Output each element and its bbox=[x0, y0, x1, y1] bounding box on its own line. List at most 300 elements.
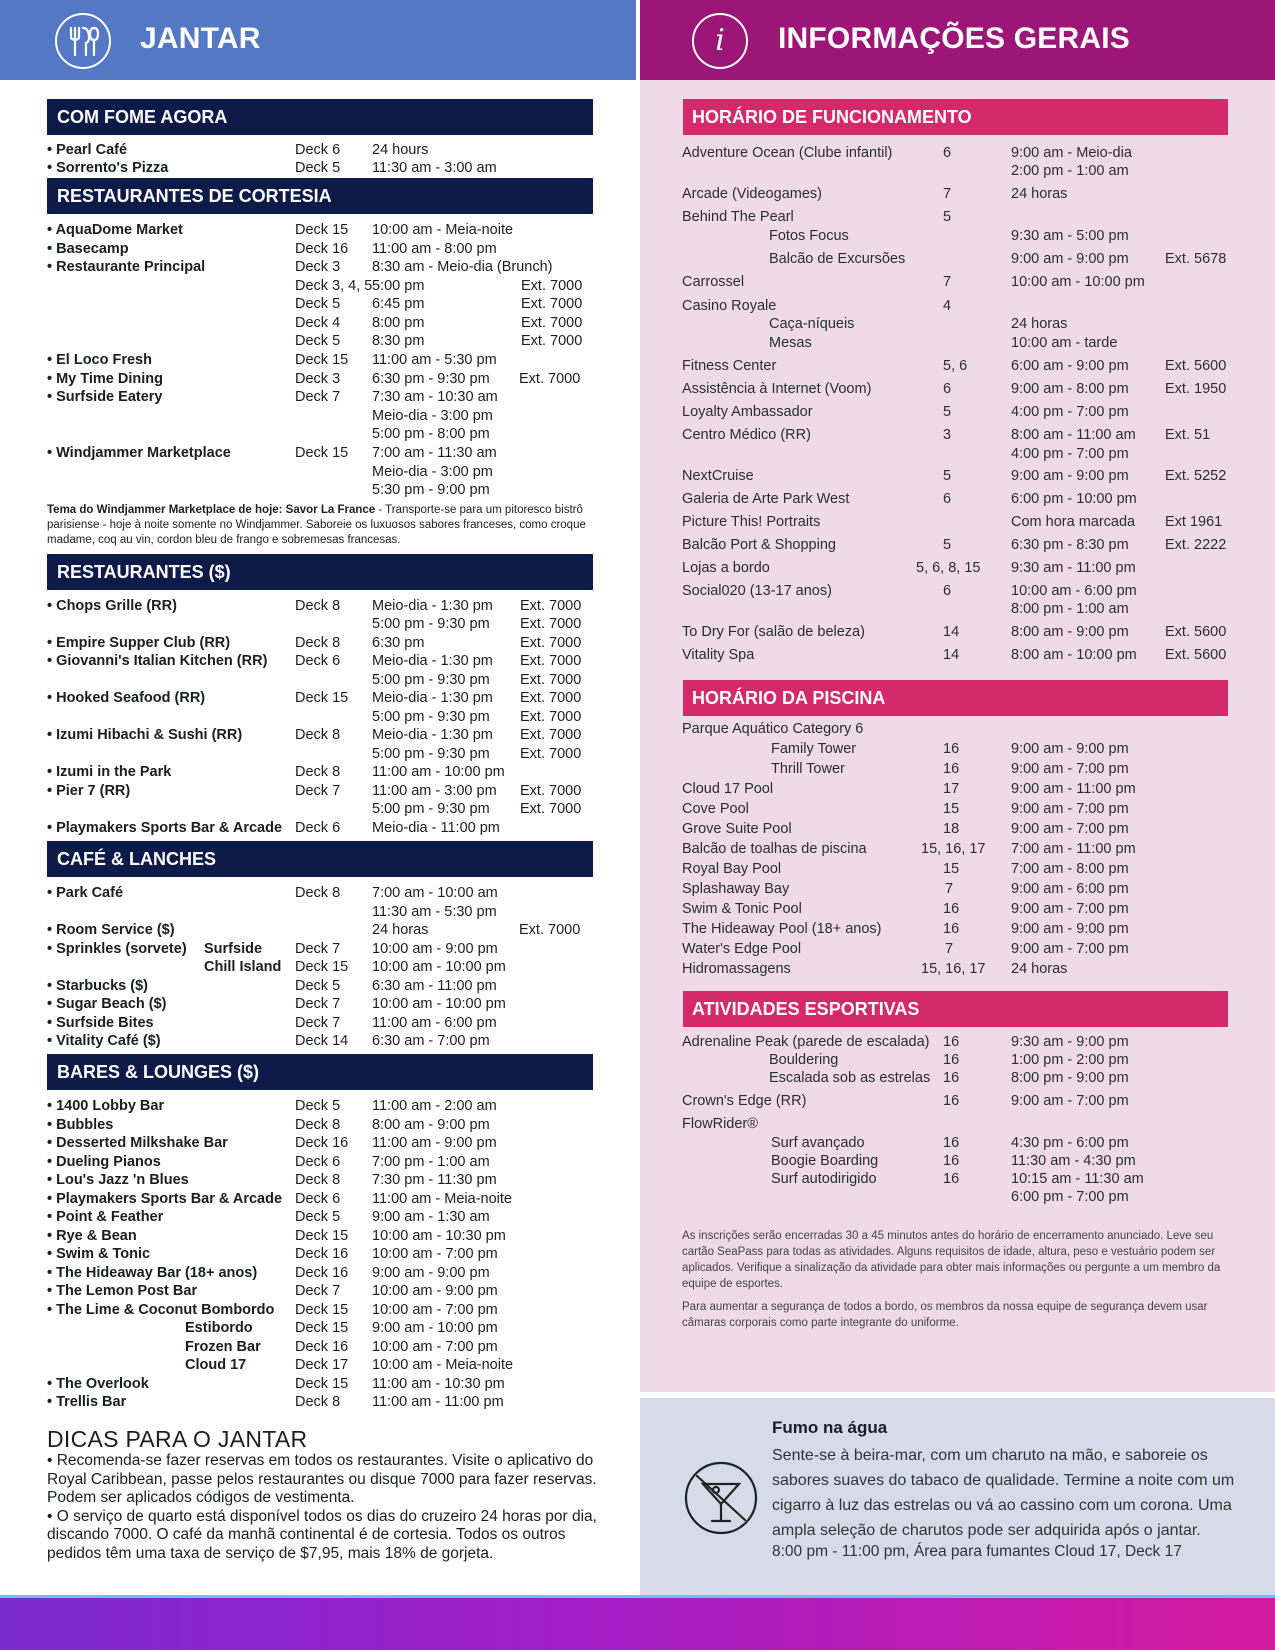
item-time: 7:30 pm - 11:30 pm bbox=[372, 1172, 497, 1188]
item-name: • Lou's Jazz 'n Blues bbox=[47, 1172, 189, 1188]
item-time: 4:30 pm - 6:00 pm bbox=[1011, 1135, 1129, 1151]
item-ext: Ext. 51 bbox=[1165, 427, 1211, 443]
item-name: • Sprinkles (sorvete) bbox=[47, 941, 187, 957]
item-name: Balcão de toalhas de piscina bbox=[682, 841, 867, 857]
item-ext: Ext. 7000 bbox=[519, 922, 581, 938]
info-icon: i bbox=[692, 13, 748, 69]
item-time: 10:00 am - Meia-noite bbox=[372, 222, 514, 238]
item-time: 9:00 am - 11:00 pm bbox=[1011, 781, 1136, 797]
item-deck: Deck 5 bbox=[295, 160, 341, 176]
item-name: Balcão Port & Shopping bbox=[682, 537, 836, 553]
item-deck: Deck 16 bbox=[295, 1265, 349, 1281]
item-deck: 16 bbox=[943, 741, 960, 757]
item-time: 6:30 am - 11:00 pm bbox=[372, 978, 497, 994]
item-deck: Deck 7 bbox=[295, 783, 341, 799]
item-deck: Deck 8 bbox=[295, 1394, 341, 1410]
item-time: 5:30 pm - 9:00 pm bbox=[372, 482, 490, 498]
item-deck: Deck 3 bbox=[295, 259, 341, 275]
item-deck: Deck 5 bbox=[295, 296, 341, 312]
item-time: 9:00 am - 7:00 pm bbox=[1011, 941, 1129, 957]
item-time: 5:00 pm - 9:30 pm bbox=[372, 616, 490, 632]
item-deck: Deck 6 bbox=[295, 142, 341, 158]
item-deck: Deck 7 bbox=[295, 941, 341, 957]
item-time: 9:30 am - 11:00 pm bbox=[1011, 560, 1136, 576]
item-time: 6:00 pm - 10:00 pm bbox=[1011, 491, 1137, 507]
item-name: Loyalty Ambassador bbox=[682, 404, 813, 420]
item-time: 6:00 am - 9:00 pm bbox=[1011, 358, 1129, 374]
item-deck: 15 bbox=[943, 801, 960, 817]
item-name: Vitality Spa bbox=[682, 647, 755, 663]
item-deck: Deck 8 bbox=[295, 598, 341, 614]
item-name: Carrossel bbox=[682, 274, 745, 290]
item-ext: Ext 1961 bbox=[1165, 514, 1223, 530]
section-restaurantes: RESTAURANTES ($) bbox=[47, 554, 593, 590]
item-name: Cloud 17 Pool bbox=[682, 781, 774, 797]
item-ext: Ext. 7000 bbox=[521, 296, 583, 312]
item-name: • Surfside Bites bbox=[47, 1015, 154, 1031]
item-name: The Hideaway Pool (18+ anos) bbox=[682, 921, 882, 937]
item-time: 7:00 am - 10:00 am bbox=[372, 885, 498, 901]
item-time: 6:30 pm - 9:30 pm bbox=[372, 371, 490, 387]
tip-servico-quarto: • O serviço de quarto está disponível todos os dias do cruzeiro 24 horas por dia, discando 7000. O café da manhã continental é de cortesia. Todos os outros pedidos têm uma taxa de serviço de $7,95, mais 18% de gorjeta. bbox=[47, 1507, 597, 1562]
item-time: 10:00 am - Meia-noite bbox=[372, 1357, 514, 1373]
item-name: NextCruise bbox=[682, 468, 754, 484]
item-name: • Vitality Café ($) bbox=[47, 1033, 161, 1049]
item-name: • Basecamp bbox=[47, 241, 129, 257]
item-deck: 5 bbox=[943, 537, 952, 553]
item-name: • Desserted Milkshake Bar bbox=[47, 1135, 228, 1151]
item-time: 10:00 am - tarde bbox=[1011, 335, 1118, 351]
item-time: 11:00 am - 10:30 pm bbox=[372, 1376, 505, 1392]
item-name: • Pearl Café bbox=[47, 142, 128, 158]
item-time: 10:00 am - 10:30 pm bbox=[372, 1228, 506, 1244]
item-name: Water's Edge Pool bbox=[682, 941, 802, 957]
item-ext: Ext. 7000 bbox=[520, 616, 582, 632]
item-time: 10:00 am - 9:00 pm bbox=[372, 1283, 498, 1299]
item-deck: Deck 8 bbox=[295, 764, 341, 780]
item-name: To Dry For (salão de beleza) bbox=[682, 624, 865, 640]
item-deck: Deck 6 bbox=[295, 1154, 341, 1170]
item-name: Royal Bay Pool bbox=[682, 861, 782, 877]
item-time: 10:00 am - 10:00 pm bbox=[372, 959, 506, 975]
jantar-header bbox=[0, 0, 638, 80]
item-name: Centro Médico (RR) bbox=[682, 427, 811, 443]
info-title: INFORMAÇÕES GERAIS bbox=[778, 22, 1130, 55]
item-name: • Playmakers Sports Bar & Arcade bbox=[47, 1191, 283, 1207]
item-name: • My Time Dining bbox=[47, 371, 163, 387]
item-time: 11:00 am - 9:00 pm bbox=[372, 1135, 497, 1151]
item-deck: Deck 15 bbox=[295, 1376, 349, 1392]
item-deck: 16 bbox=[943, 1034, 960, 1050]
item-time: Meio-dia - 3:00 pm bbox=[372, 464, 493, 480]
item-time: 11:30 am - 4:30 pm bbox=[1011, 1153, 1136, 1169]
item-deck: 16 bbox=[943, 1052, 960, 1068]
section-cortesia: RESTAURANTES DE CORTESIA bbox=[47, 178, 593, 214]
item-name: Galeria de Arte Park West bbox=[682, 491, 850, 507]
item-name: Lojas a bordo bbox=[682, 560, 770, 576]
item-name: FlowRider® bbox=[682, 1116, 758, 1132]
item-deck: Deck 7 bbox=[295, 1015, 341, 1031]
item-deck: Deck 15 bbox=[295, 445, 349, 461]
item-deck: 5 bbox=[943, 468, 952, 484]
item-ext: Ext. 2222 bbox=[1165, 537, 1227, 553]
item-deck: 14 bbox=[943, 624, 960, 640]
item-time: 11:00 am - 6:00 pm bbox=[372, 1015, 497, 1031]
item-deck: 16 bbox=[943, 921, 960, 937]
item-name: • The Lemon Post Bar bbox=[47, 1283, 198, 1299]
item-deck: Deck 5 bbox=[295, 1098, 341, 1114]
item-deck: Deck 16 bbox=[295, 1135, 349, 1151]
item-time: 9:30 am - 5:00 pm bbox=[1011, 228, 1129, 244]
item-name: • Sugar Beach ($) bbox=[47, 996, 167, 1012]
item-deck: 16 bbox=[943, 1070, 960, 1086]
item-time: 5:00 pm bbox=[372, 278, 425, 294]
section-bares: BARES & LOUNGES ($) bbox=[47, 1054, 593, 1090]
item-name: Assistência à Internet (Voom) bbox=[682, 381, 872, 397]
item-deck: Deck 5 bbox=[295, 978, 341, 994]
item-time: 9:00 am - 9:00 pm bbox=[1011, 251, 1129, 267]
item-deck: 15 bbox=[943, 861, 960, 877]
item-deck: Deck 16 bbox=[295, 241, 349, 257]
item-ext: Ext. 7000 bbox=[519, 371, 581, 387]
item-deck: 5, 6, 8, 15 bbox=[916, 560, 981, 576]
item-sub: Cloud 17 bbox=[185, 1357, 247, 1373]
item-name: • Hooked Seafood (RR) bbox=[47, 690, 206, 706]
item-deck: Deck 7 bbox=[295, 996, 341, 1012]
item-time: Meio-dia - 11:00 pm bbox=[372, 820, 500, 836]
item-time: 8:30 am - Meio-dia (Brunch) bbox=[372, 259, 553, 275]
smoke-body: Sente-se à beira-mar, com um charuto na mão, e saboreie os sabores suaves do tabaco de qualidade. Termine a noite com um cigarro à luz das estrelas ou vá ao cassino com um corona. Uma ampla seleção de charutos pode ser adquirida após o jantar. bbox=[772, 1447, 1235, 1539]
item-time: 5:00 pm - 8:00 pm bbox=[372, 426, 490, 442]
item-time: 9:00 am - 9:00 pm bbox=[1011, 921, 1129, 937]
item-deck: Deck 15 bbox=[295, 1228, 349, 1244]
item-time: 10:15 am - 11:30 am bbox=[1011, 1171, 1144, 1187]
item-time: 6:30 am - 7:00 pm bbox=[372, 1033, 490, 1049]
tips-title: DICAS PARA O JANTAR bbox=[47, 1426, 308, 1452]
item-time: 11:00 am - 3:00 pm bbox=[372, 783, 497, 799]
item-deck: Deck 15 bbox=[295, 1302, 349, 1318]
item-time: 5:00 pm - 9:30 pm bbox=[372, 709, 490, 725]
item-ext: Ext. 7000 bbox=[520, 653, 582, 669]
item-name: • Swim & Tonic bbox=[47, 1246, 151, 1262]
item-name: Boogie Boarding bbox=[771, 1153, 879, 1169]
item-name: Family Tower bbox=[771, 741, 857, 757]
item-name: • Empire Supper Club (RR) bbox=[47, 635, 231, 651]
item-deck: 16 bbox=[943, 1171, 960, 1187]
item-deck: Deck 15 bbox=[295, 690, 349, 706]
windjammer-theme bbox=[47, 503, 607, 548]
item-deck: Deck 15 bbox=[295, 1320, 349, 1336]
item-name: • Trellis Bar bbox=[47, 1394, 127, 1410]
item-name: • The Overlook bbox=[47, 1376, 149, 1392]
item-time: 11:30 am - 5:30 pm bbox=[372, 904, 497, 920]
item-name: • Pier 7 (RR) bbox=[47, 783, 131, 799]
item-name: • Surfside Eatery bbox=[47, 389, 163, 405]
item-time: 8:30 pm bbox=[372, 333, 425, 349]
item-time: 11:30 am - 3:00 am bbox=[372, 160, 497, 176]
smoke-time: 8:00 pm - 11:00 pm, Área para fumantes Cloud 17, Deck 17 bbox=[772, 1543, 1182, 1560]
item-sub: Estibordo bbox=[185, 1320, 253, 1336]
jantar-title: JANTAR bbox=[140, 22, 261, 55]
item-sub: Frozen Bar bbox=[185, 1339, 261, 1355]
item-deck: Deck 3 bbox=[295, 371, 341, 387]
item-deck: 4 bbox=[943, 298, 952, 314]
item-deck: Deck 15 bbox=[295, 959, 349, 975]
item-time: 10:00 am - 7:00 pm bbox=[372, 1246, 498, 1262]
item-time: 1:00 pm - 2:00 pm bbox=[1011, 1052, 1129, 1068]
item-time: 24 horas bbox=[372, 922, 429, 938]
item-time: 9:00 am - 7:00 pm bbox=[1011, 821, 1129, 837]
section-com-fome: COM FOME AGORA bbox=[47, 99, 593, 135]
item-deck: Deck 7 bbox=[295, 1283, 341, 1299]
item-name: Adrenaline Peak (parede de escalada) bbox=[682, 1034, 930, 1050]
item-name: Behind The Pearl bbox=[682, 209, 794, 225]
item-deck: 7 bbox=[945, 941, 954, 957]
item-deck: 6 bbox=[943, 145, 952, 161]
item-deck: 7 bbox=[943, 186, 952, 202]
tip-reservas: • Recomenda-se fazer reservas em todos os restaurantes. Visite o aplicativo do Royal Caribbean, passe pelos restaurantes ou disque 7000 para fazer reservas. Podem ser aplicados códigos de vestimenta. bbox=[47, 1452, 597, 1507]
item-name: Balcão de Excursões bbox=[769, 251, 906, 267]
item-deck: 15, 16, 17 bbox=[921, 961, 986, 977]
item-name: • Rye & Bean bbox=[47, 1228, 137, 1244]
item-name: Thrill Tower bbox=[771, 761, 845, 777]
item-time: 9:00 am - 7:00 pm bbox=[1011, 761, 1129, 777]
item-time: 11:00 am - 10:00 pm bbox=[372, 764, 505, 780]
item-time: Meio-dia - 1:30 pm bbox=[372, 653, 493, 669]
item-name: • Dueling Pianos bbox=[47, 1154, 161, 1170]
item-time: 10:00 am - 7:00 pm bbox=[372, 1302, 498, 1318]
item-name: • Restaurante Principal bbox=[47, 259, 206, 275]
item-name: Arcade (Videogames) bbox=[682, 186, 822, 202]
item-time: 9:00 am - Meio-dia bbox=[1011, 145, 1132, 161]
item-name: Adventure Ocean (Clube infantil) bbox=[682, 145, 893, 161]
item-name: • El Loco Fresh bbox=[47, 352, 152, 368]
item-deck: 16 bbox=[943, 761, 960, 777]
item-deck: 17 bbox=[943, 781, 960, 797]
item-ext: Ext. 5252 bbox=[1165, 468, 1227, 484]
item-name: Bouldering bbox=[769, 1052, 839, 1068]
utensils-icon bbox=[55, 13, 111, 69]
item-deck: Deck 5 bbox=[295, 333, 341, 349]
item-ext: Ext. 7000 bbox=[520, 635, 582, 651]
item-deck: 3 bbox=[943, 427, 952, 443]
item-time: 24 horas bbox=[1011, 961, 1068, 977]
item-ext: Ext. 5600 bbox=[1165, 358, 1227, 374]
item-ext: Ext. 7000 bbox=[520, 690, 582, 706]
item-name: • Windjammer Marketplace bbox=[47, 445, 231, 461]
item-time: 11:00 am - 2:00 am bbox=[372, 1098, 497, 1114]
item-time: 10:00 am - 6:00 pm bbox=[1011, 583, 1137, 599]
item-name: Parque Aquático Category 6 bbox=[682, 721, 864, 737]
item-deck: Deck 14 bbox=[295, 1033, 349, 1049]
martini-icon bbox=[683, 1460, 759, 1536]
item-deck: 7 bbox=[943, 274, 952, 290]
item-ext: Ext. 7000 bbox=[520, 598, 582, 614]
item-time: Meio-dia - 1:30 pm bbox=[372, 598, 493, 614]
item-ext: Ext. 7000 bbox=[520, 672, 582, 688]
item-name: • Starbucks ($) bbox=[47, 978, 148, 994]
tips-body bbox=[47, 1452, 622, 1564]
item-deck: 7 bbox=[945, 881, 954, 897]
item-time: 4:00 pm - 7:00 pm bbox=[1011, 446, 1129, 462]
item-deck: 5 bbox=[943, 404, 952, 420]
smoke-title: Fumo na água bbox=[772, 1418, 888, 1437]
item-time: 10:00 am - 7:00 pm bbox=[372, 1339, 498, 1355]
item-time: 4:00 pm - 7:00 pm bbox=[1011, 404, 1129, 420]
item-name: • Park Café bbox=[47, 885, 124, 901]
theme-title: Tema do Windjammer Marketplace de hoje: Savor La France bbox=[47, 504, 376, 516]
item-deck: 16 bbox=[943, 901, 960, 917]
item-time: 8:00 am - 9:00 pm bbox=[372, 1117, 490, 1133]
item-name: Social020 (13-17 anos) bbox=[682, 583, 832, 599]
item-name: • Point & Feather bbox=[47, 1209, 164, 1225]
item-time: Meio-dia - 3:00 pm bbox=[372, 408, 493, 424]
item-sub: Surfside bbox=[204, 941, 263, 957]
item-deck: Deck 8 bbox=[295, 1117, 341, 1133]
item-time: 24 horas bbox=[1011, 316, 1068, 332]
item-deck: Deck 5 bbox=[295, 1209, 341, 1225]
item-time: 8:00 am - 9:00 pm bbox=[1011, 624, 1129, 640]
item-name: Fitness Center bbox=[682, 358, 777, 374]
item-time: 8:00 am - 11:00 am bbox=[1011, 427, 1136, 443]
item-deck: Deck 16 bbox=[295, 1246, 349, 1262]
item-name: Grove Suite Pool bbox=[682, 821, 792, 837]
item-deck: 6 bbox=[943, 491, 952, 507]
item-name: • Izumi Hibachi & Sushi (RR) bbox=[47, 727, 243, 743]
bottom-gradient-bar bbox=[0, 1595, 1275, 1650]
item-name: • Izumi in the Park bbox=[47, 764, 172, 780]
item-time: Meio-dia - 1:30 pm bbox=[372, 727, 493, 743]
item-time: 7:00 am - 11:30 am bbox=[372, 445, 497, 461]
item-name: Casino Royale bbox=[682, 298, 777, 314]
item-name: • Sorrento's Pizza bbox=[47, 160, 169, 176]
item-time: 24 hours bbox=[372, 142, 429, 158]
security-note: Para aumentar a segurança de todos a bordo, os membros da nossa equipe de segurança devem usar câmaras corporais como parte integrante do uniforme. bbox=[682, 1301, 1208, 1329]
item-time: 8:00 pm bbox=[372, 315, 425, 331]
sports-note: As inscrições serão encerradas 30 a 45 minutos antes do horário de encerramento anunciado. Leve seu cartão SeaPass para todas as atividades. Alguns requisitos de idade, altura, peso e vestuário podem ser aplicados. Verifique a sinalização da atividade para obter mais informações ou pergunte a um membro da equipe de esportes. bbox=[682, 1230, 1221, 1290]
item-time: 7:00 am - 11:00 pm bbox=[1011, 841, 1136, 857]
item-time: 7:00 am - 8:00 pm bbox=[1011, 861, 1129, 877]
item-name: • Chops Grille (RR) bbox=[47, 598, 177, 614]
item-ext: Ext. 7000 bbox=[521, 315, 583, 331]
item-deck: Deck 6 bbox=[295, 653, 341, 669]
item-time: 9:30 am - 9:00 pm bbox=[1011, 1034, 1129, 1050]
item-time: 8:00 am - 10:00 pm bbox=[1011, 647, 1137, 663]
item-name: • AquaDome Market bbox=[47, 222, 183, 238]
item-deck: Deck 16 bbox=[295, 1339, 349, 1355]
item-time: 9:00 am - 9:00 pm bbox=[372, 1265, 490, 1281]
item-time: 11:00 am - 8:00 pm bbox=[372, 241, 497, 257]
item-deck: Deck 6 bbox=[295, 1191, 341, 1207]
item-name: Splashaway Bay bbox=[682, 881, 790, 897]
item-deck: Deck 7 bbox=[295, 389, 341, 405]
theme-text: - Transporte-se para um pitoresco bistrô parisiense - hoje à noite somente no Windjammer. Saboreie os luxuosos sabores franceses, como croque madame, coq au vin, cordon bleu de frango e sobremesas francesas. bbox=[47, 504, 586, 546]
item-ext: Ext. 7000 bbox=[520, 783, 582, 799]
item-time: 2:00 pm - 1:00 am bbox=[1011, 163, 1129, 179]
item-time: 9:00 am - 10:00 pm bbox=[372, 1320, 498, 1336]
item-ext: Ext. 1950 bbox=[1165, 381, 1227, 397]
item-time: 11:00 am - Meia-noite bbox=[372, 1191, 512, 1207]
item-deck: 15, 16, 17 bbox=[921, 841, 986, 857]
item-deck: Deck 8 bbox=[295, 1172, 341, 1188]
item-deck: 6 bbox=[943, 583, 952, 599]
item-name: Hidromassagens bbox=[682, 961, 791, 977]
item-name: • The Lime & Coconut Bombordo bbox=[47, 1302, 275, 1318]
item-time: 5:00 pm - 9:30 pm bbox=[372, 672, 490, 688]
item-deck: Deck 4 bbox=[295, 315, 341, 331]
item-deck: Deck 8 bbox=[295, 727, 341, 743]
item-deck: 16 bbox=[943, 1093, 960, 1109]
item-time: 9:00 am - 6:00 pm bbox=[1011, 881, 1129, 897]
item-name: Cove Pool bbox=[682, 801, 749, 817]
item-name: • Bubbles bbox=[47, 1117, 114, 1133]
item-name: • 1400 Lobby Bar bbox=[47, 1098, 165, 1114]
item-name: Crown's Edge (RR) bbox=[682, 1093, 807, 1109]
item-deck: Deck 15 bbox=[295, 352, 349, 368]
item-time: 6:45 pm bbox=[372, 296, 425, 312]
item-name: Picture This! Portraits bbox=[682, 514, 821, 530]
item-time: 10:00 am - 10:00 pm bbox=[372, 996, 506, 1012]
item-ext: Ext. 5678 bbox=[1165, 251, 1227, 267]
item-time: 6:00 pm - 7:00 pm bbox=[1011, 1189, 1129, 1205]
item-time: 9:00 am - 7:00 pm bbox=[1011, 901, 1129, 917]
item-deck: Deck 3, 4, 5 bbox=[295, 278, 373, 294]
item-time: Com hora marcada bbox=[1011, 514, 1136, 530]
section-funcionamento: HORÁRIO DE FUNCIONAMENTO bbox=[683, 99, 1228, 135]
item-time: 8:00 pm - 1:00 am bbox=[1011, 601, 1129, 617]
item-sub: Chill Island bbox=[204, 959, 282, 975]
item-time: 9:00 am - 7:00 pm bbox=[1011, 1093, 1129, 1109]
item-time: 9:00 am - 9:00 pm bbox=[1011, 741, 1129, 757]
item-ext: Ext. 5600 bbox=[1165, 624, 1227, 640]
section-piscina: HORÁRIO DA PISCINA bbox=[683, 680, 1228, 716]
item-name: • Room Service ($) bbox=[47, 922, 175, 938]
item-name: Escalada sob as estrelas bbox=[769, 1070, 931, 1086]
item-deck: 6 bbox=[943, 381, 952, 397]
item-name: Surf autodirigido bbox=[771, 1171, 877, 1187]
item-time: 8:00 pm - 9:00 pm bbox=[1011, 1070, 1129, 1086]
item-name: Swim & Tonic Pool bbox=[682, 901, 802, 917]
item-time: 11:00 am - 5:30 pm bbox=[372, 352, 497, 368]
item-ext: Ext. 7000 bbox=[520, 727, 582, 743]
item-deck: Deck 17 bbox=[295, 1357, 349, 1373]
item-time: 6:30 pm bbox=[372, 635, 425, 651]
item-time: 10:00 am - 10:00 pm bbox=[1011, 274, 1145, 290]
item-name: • Giovanni's Italian Kitchen (RR) bbox=[47, 653, 268, 669]
info-header bbox=[640, 0, 1275, 80]
item-name: Surf avançado bbox=[771, 1135, 865, 1151]
item-deck: 14 bbox=[943, 647, 960, 663]
item-time: 9:00 am - 7:00 pm bbox=[1011, 801, 1129, 817]
item-deck: 18 bbox=[943, 821, 960, 837]
item-deck: 16 bbox=[943, 1135, 960, 1151]
item-time: 6:30 pm - 8:30 pm bbox=[1011, 537, 1129, 553]
item-deck: Deck 6 bbox=[295, 820, 341, 836]
item-name: Mesas bbox=[769, 335, 812, 351]
item-ext: Ext. 7000 bbox=[520, 801, 582, 817]
section-esportes: ATIVIDADES ESPORTIVAS bbox=[683, 991, 1228, 1027]
item-name: • Playmakers Sports Bar & Arcade bbox=[47, 820, 283, 836]
item-deck: Deck 8 bbox=[295, 885, 341, 901]
item-time: 7:30 am - 10:30 am bbox=[372, 389, 498, 405]
item-name: Caça-níqueis bbox=[769, 316, 855, 332]
item-time: 24 horas bbox=[1011, 186, 1068, 202]
item-deck: Deck 15 bbox=[295, 222, 349, 238]
item-deck: Deck 8 bbox=[295, 635, 341, 651]
item-ext: Ext. 7000 bbox=[520, 709, 582, 725]
item-time: 11:00 am - 11:00 pm bbox=[372, 1394, 504, 1410]
item-time: 5:00 pm - 9:30 pm bbox=[372, 801, 490, 817]
